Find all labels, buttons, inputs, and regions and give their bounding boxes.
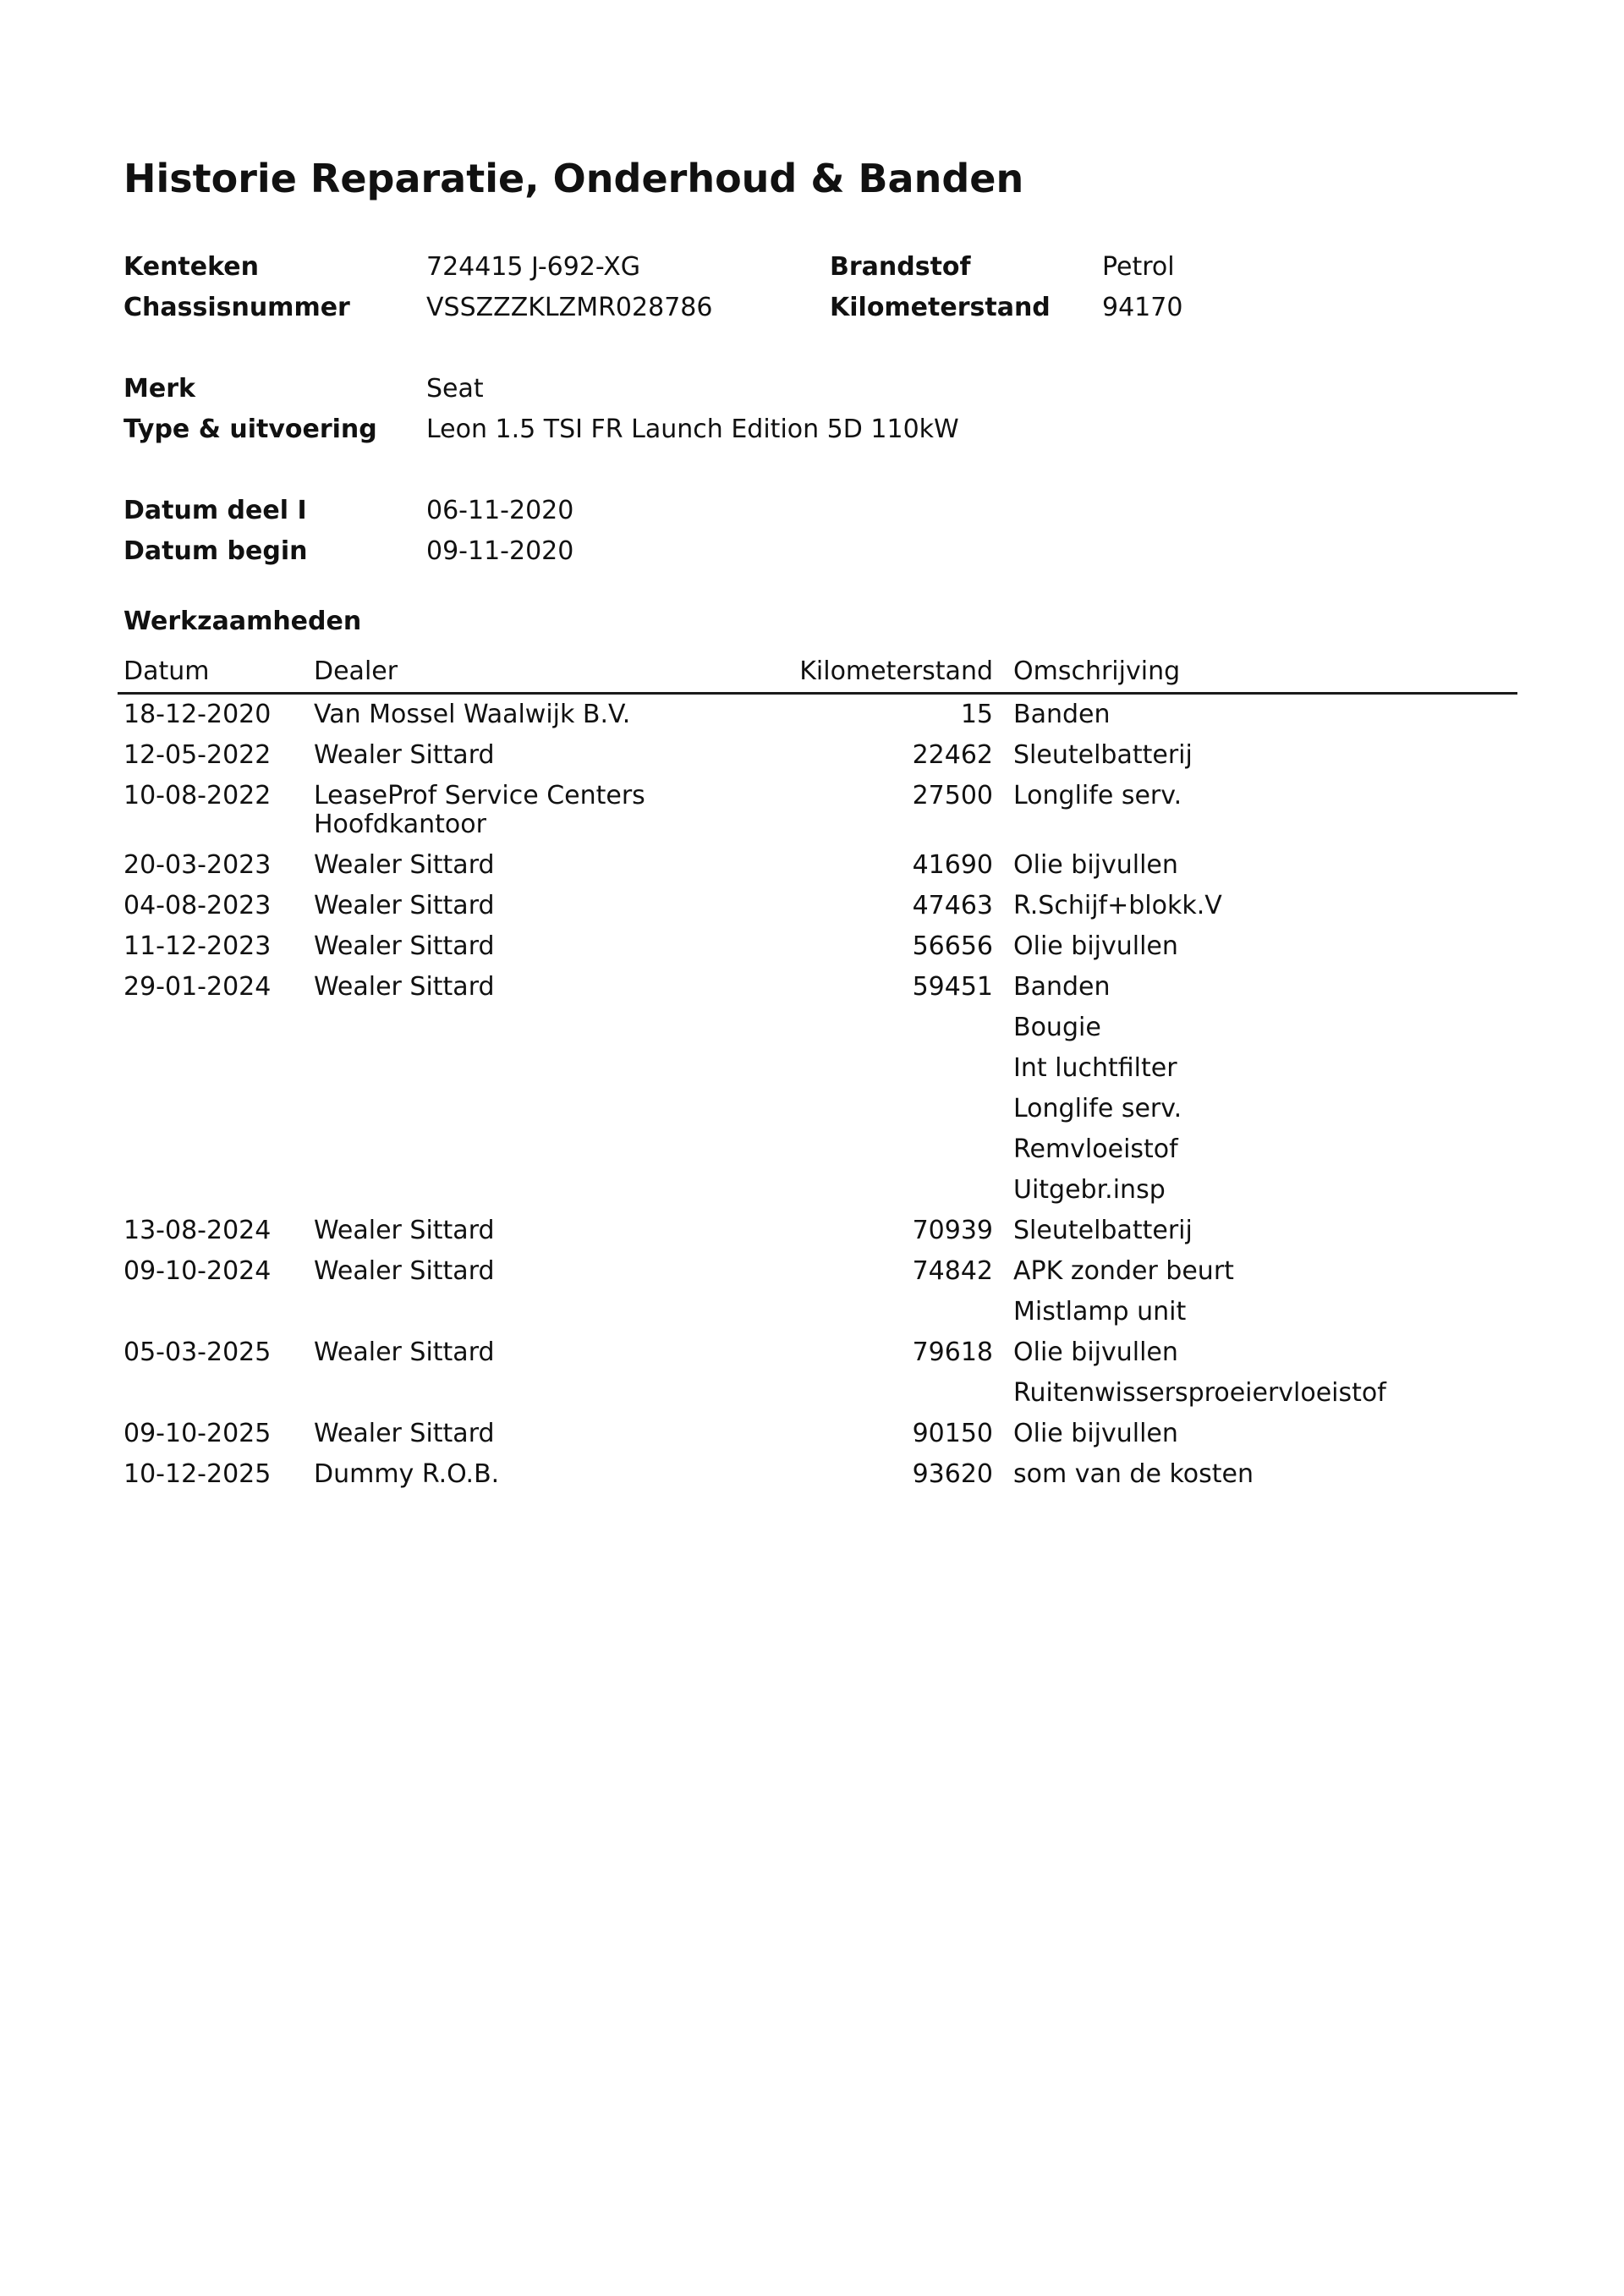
row-kilometerstand: 15 <box>960 700 993 729</box>
merk-label: Merk <box>123 374 195 404</box>
row-datum: 29-01-2024 <box>123 972 272 1002</box>
row-dealer: Wealer Sittard <box>314 1256 495 1286</box>
row-dealer: Wealer Sittard <box>314 740 495 770</box>
omschrijving-item: Bougie <box>1013 1013 1101 1042</box>
row-datum: 09-10-2024 <box>123 1256 272 1286</box>
column-header-omschrijving: Omschrijving <box>1013 656 1181 686</box>
row-dealer: Wealer Sittard <box>314 972 495 1002</box>
row-datum: 04-08-2023 <box>123 891 272 920</box>
omschrijving-item: Sleutelbatterij <box>1013 1216 1193 1245</box>
table-row <box>118 926 1517 967</box>
info-row-merk <box>123 369 1519 409</box>
chassis-value: VSSZZZKLZMR028786 <box>426 293 713 322</box>
omschrijving-item: Banden <box>1013 700 1111 729</box>
row-omschrijving <box>1013 1332 1386 1414</box>
table-row <box>118 1332 1517 1414</box>
row-dealer: Wealer Sittard <box>314 1419 495 1448</box>
datum-begin-label: Datum begin <box>123 536 308 566</box>
table-header <box>118 651 1517 695</box>
row-kilometerstand: 59451 <box>912 972 993 1002</box>
row-omschrijving <box>1013 1454 1254 1495</box>
row-datum: 10-12-2025 <box>123 1459 272 1489</box>
row-kilometerstand: 47463 <box>912 891 993 920</box>
row-dealer: Wealer Sittard <box>314 931 495 961</box>
row-omschrijving <box>1013 845 1178 886</box>
info-row-datum-begin <box>123 531 1519 572</box>
table-body <box>118 695 1517 1495</box>
omschrijving-item: Longlife serv. <box>1013 1094 1182 1123</box>
omschrijving-item: Olie bijvullen <box>1013 931 1178 961</box>
row-datum: 13-08-2024 <box>123 1216 272 1245</box>
row-kilometerstand: 74842 <box>912 1256 993 1286</box>
omschrijving-item: Banden <box>1013 972 1111 1002</box>
datum-deel-label: Datum deel I <box>123 496 307 525</box>
table-row <box>118 845 1517 886</box>
vehicle-dates-block <box>123 491 1519 572</box>
row-omschrijving <box>1013 735 1193 776</box>
table-row <box>118 1251 1517 1332</box>
row-dealer: Wealer Sittard <box>314 1338 495 1367</box>
row-datum: 12-05-2022 <box>123 740 272 770</box>
type-value: Leon 1.5 TSI FR Launch Edition 5D 110kW <box>426 415 959 444</box>
row-kilometerstand: 79618 <box>912 1338 993 1367</box>
merk-value: Seat <box>426 374 484 404</box>
chassis-label: Chassisnummer <box>123 293 350 322</box>
row-datum: 20-03-2023 <box>123 850 272 880</box>
row-datum: 10-08-2022 <box>123 781 272 810</box>
omschrijving-item: Uitgebr.insp <box>1013 1175 1166 1205</box>
page-title: Historie Reparatie, Onderhoud & Banden <box>123 156 1024 201</box>
row-kilometerstand: 93620 <box>912 1459 993 1489</box>
row-dealer: Dummy R.O.B. <box>314 1459 500 1489</box>
row-datum: 05-03-2025 <box>123 1338 272 1367</box>
datum-begin-value: 09-11-2020 <box>426 536 574 566</box>
row-omschrijving <box>1013 967 1182 1211</box>
column-header-datum: Datum <box>123 656 210 686</box>
row-dealer: Wealer Sittard <box>314 891 495 920</box>
row-kilometerstand: 90150 <box>912 1419 993 1448</box>
omschrijving-item: Longlife serv. <box>1013 781 1182 810</box>
info-row-chassis <box>123 288 1519 328</box>
row-omschrijving <box>1013 1414 1178 1454</box>
row-dealer: Wealer Sittard <box>314 850 495 880</box>
omschrijving-item: Sleutelbatterij <box>1013 740 1193 770</box>
row-dealer: LeaseProf Service Centers Hoofdkantoor <box>314 781 645 839</box>
kenteken-value: 724415 J-692-XG <box>426 252 641 282</box>
row-omschrijving <box>1013 1251 1234 1332</box>
kenteken-label: Kenteken <box>123 252 259 282</box>
row-omschrijving <box>1013 695 1111 735</box>
table-row <box>118 1454 1517 1495</box>
omschrijving-item: Ruitenwissersproeiervloeistof <box>1013 1378 1386 1408</box>
omschrijving-item: Olie bijvullen <box>1013 1338 1178 1367</box>
row-omschrijving <box>1013 926 1178 967</box>
row-datum: 18-12-2020 <box>123 700 272 729</box>
work-section-heading: Werkzaamheden <box>123 607 362 636</box>
table-row <box>118 1414 1517 1454</box>
type-label: Type & uitvoering <box>123 415 377 444</box>
column-header-dealer: Dealer <box>314 656 398 686</box>
vehicle-model-block <box>123 369 1519 450</box>
datum-deel-value: 06-11-2020 <box>426 496 574 525</box>
row-kilometerstand: 41690 <box>912 850 993 880</box>
brandstof-label: Brandstof <box>830 252 971 282</box>
table-row <box>118 1211 1517 1251</box>
vehicle-id-block <box>123 247 1519 328</box>
omschrijving-item: Olie bijvullen <box>1013 1419 1178 1448</box>
omschrijving-item: APK zonder beurt <box>1013 1256 1234 1286</box>
row-kilometerstand: 70939 <box>912 1216 993 1245</box>
table-row <box>118 886 1517 926</box>
row-datum: 09-10-2025 <box>123 1419 272 1448</box>
omschrijving-item: som van de kosten <box>1013 1459 1254 1489</box>
table-row <box>118 967 1517 1211</box>
brandstof-value: Petrol <box>1102 252 1175 282</box>
row-omschrijving <box>1013 886 1222 926</box>
omschrijving-item: Olie bijvullen <box>1013 850 1178 880</box>
row-omschrijving <box>1013 776 1182 816</box>
omschrijving-item: Int luchtfilter <box>1013 1053 1177 1083</box>
row-kilometerstand: 56656 <box>912 931 993 961</box>
row-omschrijving <box>1013 1211 1193 1251</box>
row-kilometerstand: 22462 <box>912 740 993 770</box>
kilometerstand-label: Kilometerstand <box>830 293 1051 322</box>
row-datum: 11-12-2023 <box>123 931 272 961</box>
row-kilometerstand: 27500 <box>912 781 993 810</box>
omschrijving-item: Mistlamp unit <box>1013 1297 1187 1327</box>
table-row <box>118 695 1517 735</box>
row-dealer: Van Mossel Waalwijk B.V. <box>314 700 631 729</box>
table-row <box>118 776 1517 845</box>
row-dealer: Wealer Sittard <box>314 1216 495 1245</box>
info-row-kenteken <box>123 247 1519 288</box>
info-row-datum-deel <box>123 491 1519 531</box>
info-row-type <box>123 409 1519 450</box>
omschrijving-item: Remvloeistof <box>1013 1134 1178 1164</box>
kilometerstand-value: 94170 <box>1102 293 1183 322</box>
work-table <box>118 651 1517 1495</box>
omschrijving-item: R.Schijf+blokk.V <box>1013 891 1222 920</box>
column-header-kilometerstand: Kilometerstand <box>799 656 993 686</box>
table-row <box>118 735 1517 776</box>
